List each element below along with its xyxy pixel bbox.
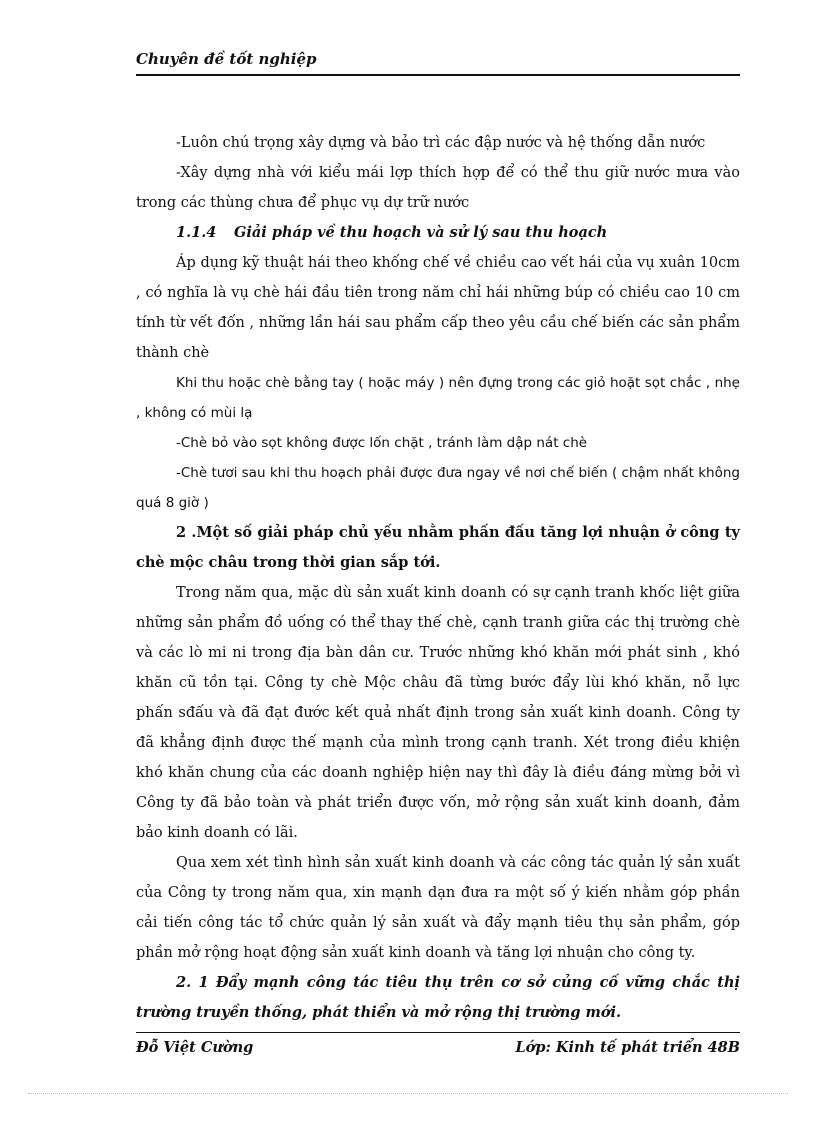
paragraph-6: -Chè tươi sau khi thu hoạch phải được đưa ngay về nơi chế biến ( chậm nhất không quá 8 giờ ) xyxy=(136,465,740,511)
paragraph-7: Trong năm qua, mặc dù sản xuất kinh doanh có sự cạnh tranh khốc liệt giữa những sản phẩm đồ uống có thể thay thế chè, cạnh tranh giữa các thị trường chè và các lò mi ni trong địa bàn dân cư. Trước những khó khăn mới phát sinh , khó khăn cũ tồn tại. Công ty chè Mộc châu đã từng bước đẩy lùi khó khăn, nỗ lực phấn sđấu và đã đạt đước kết quả nhất định trong sản xuất kinh doanh. Công ty đã khẳng định được thế mạnh của mình trong cạnh tranh. Xét trong điều khiện khó khăn chung của các doanh nghiệp hiện nay thì đây là điều đáng mừng bởi vì Công ty đã bảo toàn và phát triển được vốn, mở rộng sản xuất kinh doanh, đảm bảo kinh doanh có lãi. xyxy=(136,585,740,841)
section-heading-2: 2 .Một số giải pháp chủ yếu nhằm phấn đấu tăng lợi nhuận ở công ty chè mộc châu trong thời gian sắp tới. xyxy=(136,524,740,571)
paragraph-8: Qua xem xét tình hình sản xuất kinh doanh và các công tác quản lý sản xuất của Công ty trong năm qua, xin mạnh dạn đưa ra một số ý kiến nhằm góp phần cải tiến công tác tổ chức quản lý sản xuất và đẩy mạnh tiêu thụ sản phẩm, góp phần mở rộng hoạt động sản xuất kinh doanh và tăng lợi nhuận cho công ty. xyxy=(136,855,740,961)
footer-author: Đỗ Việt Cường xyxy=(136,1039,254,1056)
footer-class: Lớp: Kinh tế phát triển 48B xyxy=(515,1039,740,1056)
paragraph-3: Áp dụng kỹ thuật hái theo khống chế về chiều cao vết hái của vụ xuân 10cm , có nghĩa là vụ chè hái đầu tiên trong năm chỉ hái những búp có chiều cao 10 cm tính từ vết đốn , những lần hái sau phẩm cấp theo yêu cầu chế biến các sản phẩm thành chè xyxy=(136,255,740,361)
document-body xyxy=(136,128,740,1028)
paragraph-1: -Luôn chú trọng xây dựng và bảo trì các đập nước và hệ thống dẫn nước xyxy=(176,135,706,151)
page-bottom-rule xyxy=(28,1093,788,1094)
section-heading-2-1: 2. 1 Đẩy mạnh công tác tiêu thụ trên cơ sở củng cố vững chắc thị trường truyền thống, phát thiển và mở rộng thị trường mới. xyxy=(136,974,740,1021)
paragraph-2: -Xây dựng nhà với kiểu mái lợp thích hợp để có thể thu giữ nước mưa vào trong các thùng chưa để phục vụ dự trữ nước xyxy=(136,165,740,211)
header-title: Chuyên đề tốt nghiệp xyxy=(136,50,317,68)
section-heading-1-1-4 xyxy=(176,218,740,248)
section-title: Giải pháp về thu hoạch và sử lý sau thu hoạch xyxy=(234,224,608,241)
section-number: 1.1.4 xyxy=(176,224,217,241)
paragraph-5: -Chè bỏ vào sọt không được lốn chặt , tránh làm dập nát chè xyxy=(176,435,588,451)
page-footer xyxy=(136,1032,740,1063)
page-header xyxy=(136,48,740,76)
paragraph-4: Khi thu hoặc chè bằng tay ( hoặc máy ) nên đựng trong các giỏ hoặt sọt chắc , nhẹ , không có mùi lạ xyxy=(136,375,740,421)
